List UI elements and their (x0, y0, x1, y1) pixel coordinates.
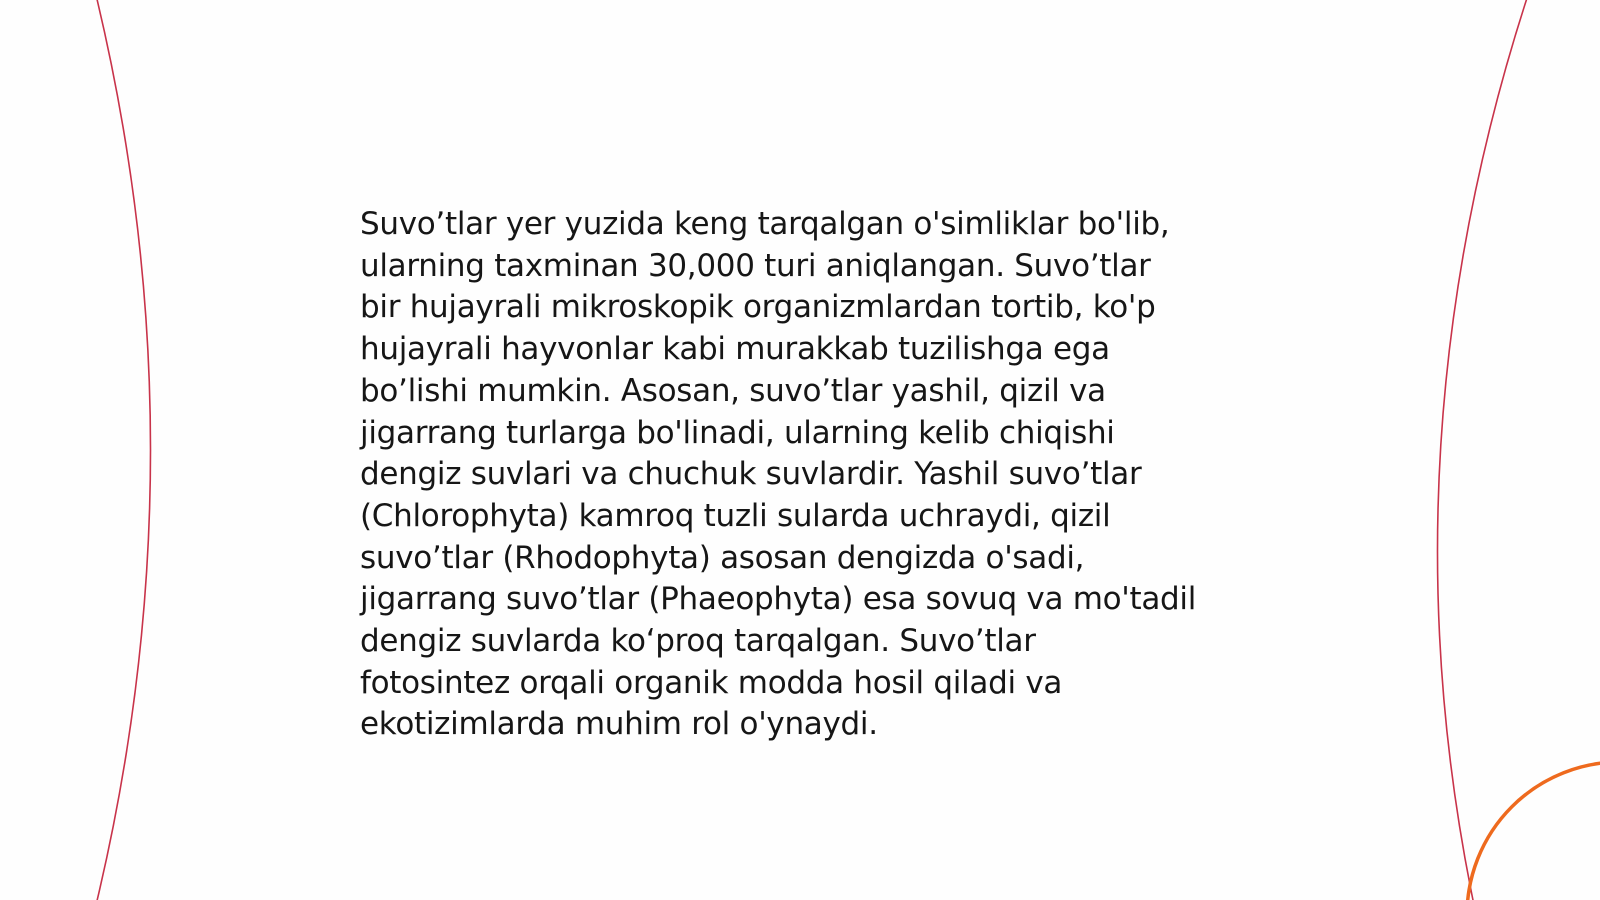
left-curve-line (96, 0, 151, 900)
accent-arc (1467, 762, 1600, 900)
body-paragraph: Suvo’tlar yer yuzida keng tarqalgan o'simliklar bo'lib, ularning taxminan 30,000 turi aniqlangan. Suvo’tlar bir hujayrali mikroskopik organizmlardan tortib, ko'p hujayrali hayvonlar kabi murakkab tuzilishga ega bo’lishi mumkin. Asosan, suvo’tlar yashil, qizil va jigarrang turlarga bo'linadi, ularning kelib chiqishi dengiz suvlari va chuchuk suvlardir. Yashil suvo’tlar (Chlorophyta) kamroq tuzli sularda uchraydi, qizil suvo’tlar (Rhodophyta) asosan dengizda o'sadi, jigarrang suvo’tlar (Phaeophyta) esa sovuq va mo'tadil dengiz suvlarda ko‘proq tarqalgan. Suvo’tlar fotosintez orqali organik modda hosil qiladi va ekotizimlarda muhim rol o'ynaydi. (360, 206, 1197, 743)
right-curve-line (1437, 0, 1528, 900)
